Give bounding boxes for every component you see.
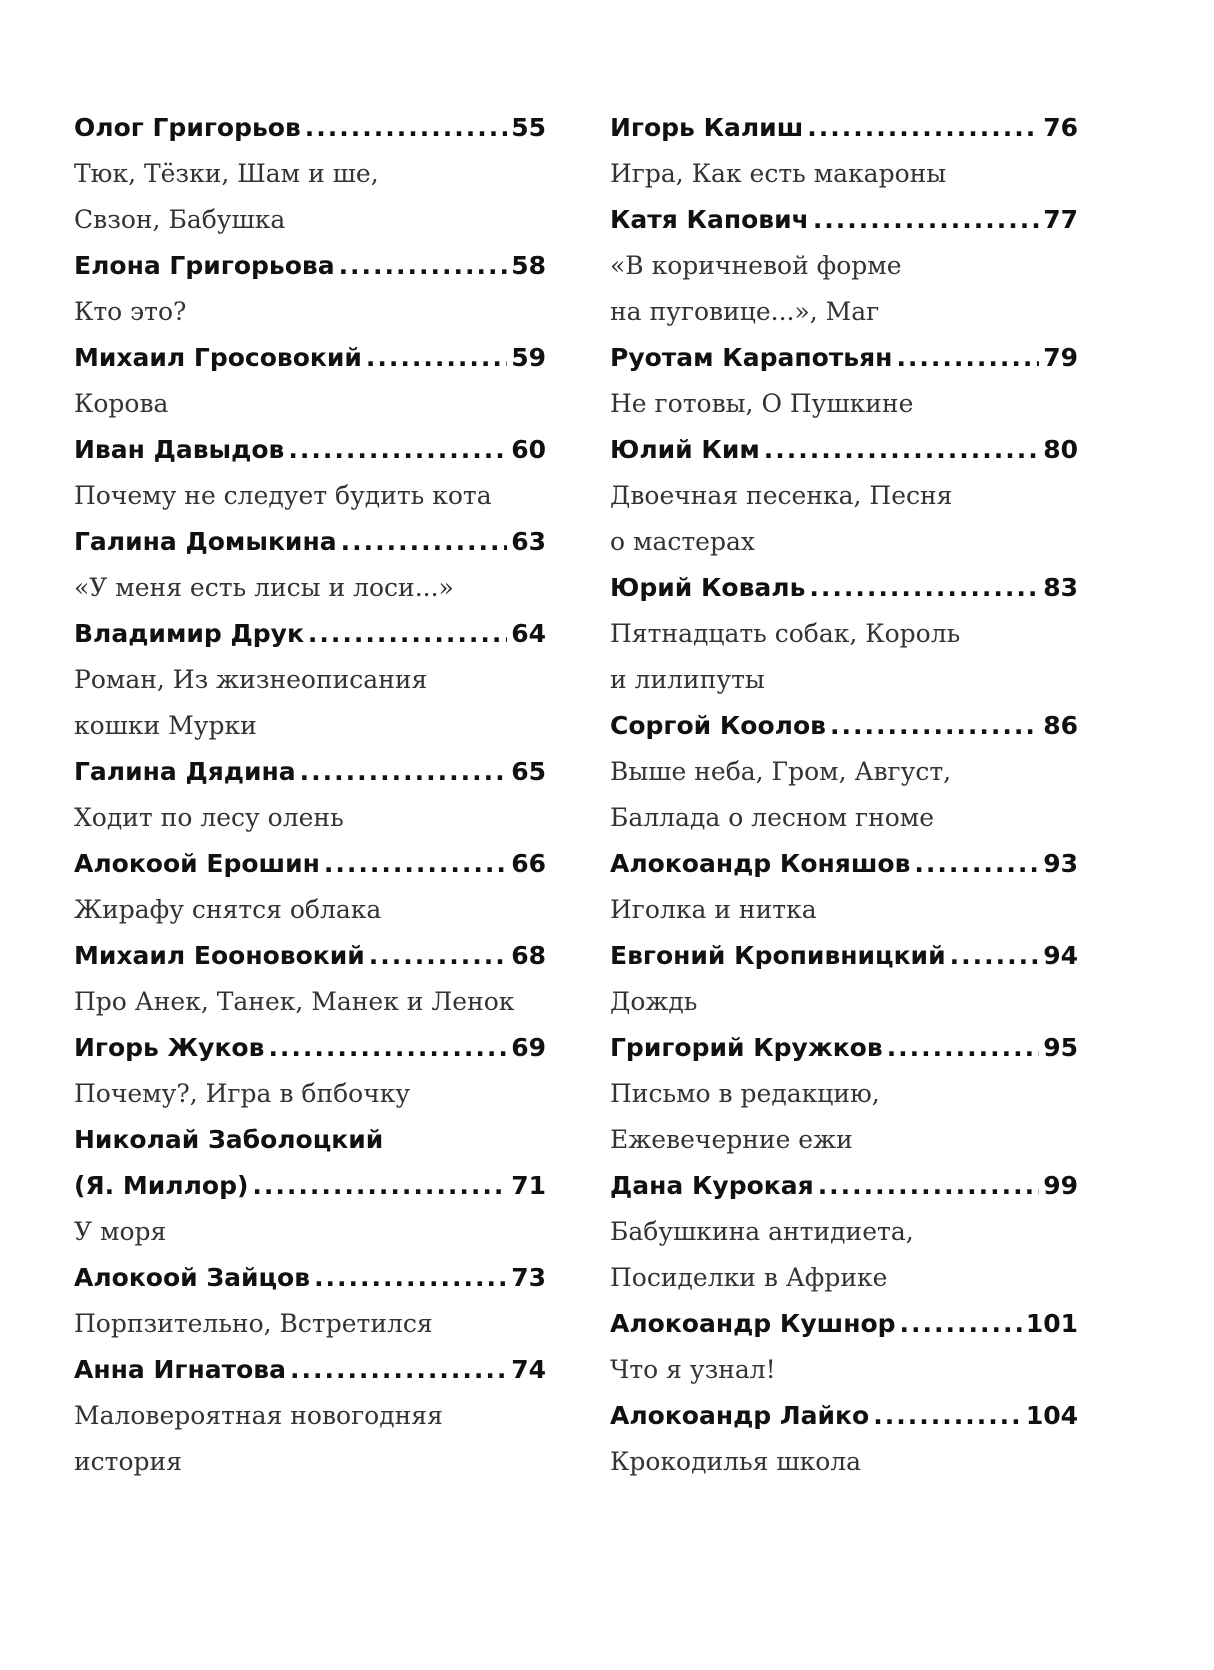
toc-entry [610, 1025, 1078, 1163]
page-number: 79 [1043, 343, 1078, 372]
page-number: 64 [511, 619, 546, 648]
toc-entry [610, 427, 1078, 565]
work-title: Порпзительно, Встретился [74, 1309, 433, 1338]
page-number: 63 [511, 527, 546, 556]
toc-entry [74, 841, 546, 933]
work-title: Бабушкина антидиета, [610, 1217, 914, 1246]
page-number: 104 [1025, 1401, 1078, 1430]
author-line [610, 105, 1078, 151]
work-title: Свзон, Бабушка [74, 205, 286, 234]
page-number: 101 [1025, 1309, 1078, 1338]
author-line [610, 197, 1078, 243]
work-title: Ежевечерние ежи [610, 1125, 853, 1154]
author-line [74, 933, 546, 979]
work-title: Что я узнал! [610, 1355, 776, 1384]
work-title: Выше неба, Гром, Август, [610, 757, 952, 786]
page-number: 68 [511, 941, 546, 970]
page-number: 77 [1043, 205, 1078, 234]
toc-entry [74, 427, 546, 519]
author-line [74, 749, 546, 795]
author-line [74, 243, 546, 289]
toc-entry [74, 519, 546, 611]
author-line [74, 105, 546, 151]
dot-leader [764, 427, 1039, 473]
toc-left-column [74, 105, 546, 1485]
author-name: Алокоой Ерошин [74, 849, 320, 878]
work-title: Дождь [610, 987, 698, 1016]
author-line [74, 841, 546, 887]
dot-leader [830, 703, 1039, 749]
toc-entry [610, 933, 1078, 1025]
author-name: Галина Дядина [74, 757, 296, 786]
author-line [74, 335, 546, 381]
dot-leader [324, 841, 507, 887]
page-number: 59 [511, 343, 546, 372]
work-title: Тюк, Тёзки, Шам и ше, [74, 159, 379, 188]
author-name: Михаил Еооновокий [74, 941, 365, 970]
toc-entry [610, 1301, 1078, 1393]
toc-entry [74, 105, 546, 243]
author-name: Дана Курокая [610, 1171, 814, 1200]
dot-leader [887, 1025, 1040, 1071]
author-name: Игорь Жуков [74, 1033, 265, 1062]
author-name: Елона Григорьова [74, 251, 335, 280]
toc-entry [610, 1163, 1078, 1301]
page-number: 58 [511, 251, 546, 280]
toc-entry [74, 933, 546, 1025]
page-number: 65 [511, 757, 546, 786]
dot-leader [288, 427, 507, 473]
toc-entry [74, 611, 546, 749]
dot-leader [339, 243, 508, 289]
work-title: У моря [74, 1217, 167, 1246]
author-name: Михаил Гросовокий [74, 343, 362, 372]
dot-leader [914, 841, 1039, 887]
work-title: Баллада о лесном гноме [610, 803, 935, 832]
author-name: Евгоний Кропивницкий [610, 941, 946, 970]
author-line [74, 1025, 546, 1071]
page-number: 80 [1043, 435, 1078, 464]
toc-entry [74, 1117, 546, 1255]
toc-entry [74, 749, 546, 841]
dot-leader [950, 933, 1040, 979]
work-title: Жирафу снятся облака [74, 895, 382, 924]
work-title: история [74, 1447, 182, 1476]
page-number: 73 [511, 1263, 546, 1292]
work-title: Посиделки в Африке [610, 1263, 888, 1292]
toc-entry [610, 703, 1078, 841]
work-title: «В коричневой форме [610, 251, 902, 280]
toc-entry [74, 1347, 546, 1485]
page-number: 60 [511, 435, 546, 464]
author-name: Руотам Карапотьян [610, 343, 893, 372]
dot-leader [369, 933, 507, 979]
author-name: Юрий Коваль [610, 573, 806, 602]
dot-leader [341, 519, 508, 565]
page-number: 69 [511, 1033, 546, 1062]
page-number: 55 [511, 113, 546, 142]
author-name: Владимир Друк [74, 619, 304, 648]
dot-leader [252, 1163, 507, 1209]
toc-right-column [610, 105, 1078, 1485]
work-title: Крокодилья школа [610, 1447, 862, 1476]
author-line [610, 565, 1078, 611]
page-number: 99 [1043, 1171, 1078, 1200]
toc-entry [74, 335, 546, 427]
work-title: Кто это? [74, 297, 187, 326]
toc-entry [610, 841, 1078, 933]
author-line [74, 427, 546, 473]
author-name: Алокоандр Коняшов [610, 849, 911, 878]
page-number: 86 [1043, 711, 1078, 740]
page-number: 95 [1043, 1033, 1078, 1062]
author-name: (Я. Миллор) [74, 1171, 249, 1200]
author-name: Анна Игнатова [74, 1355, 286, 1384]
dot-leader [314, 1255, 507, 1301]
work-title: о мастерах [610, 527, 755, 556]
toc-entry [74, 1255, 546, 1347]
dot-leader [305, 105, 507, 151]
author-name: Григорий Кружков [610, 1033, 883, 1062]
toc-entry [74, 1025, 546, 1117]
work-title: Корова [74, 389, 169, 418]
dot-leader [818, 1163, 1040, 1209]
author-line [74, 1347, 546, 1393]
work-title: Про Анек, Танек, Манек и Ленок [74, 987, 515, 1016]
author-line [74, 611, 546, 657]
work-title: Почему?, Игра в бпбочку [74, 1079, 411, 1108]
author-name: Катя Капович [610, 205, 809, 234]
dot-leader [268, 1025, 507, 1071]
author-line [610, 1025, 1078, 1071]
author-name: Юлий Ким [610, 435, 760, 464]
work-title: Иголка и нитка [610, 895, 817, 924]
page-number: 83 [1043, 573, 1078, 602]
author-line [610, 1163, 1078, 1209]
work-title: Почему не следует будить кота [74, 481, 492, 510]
author-line [74, 1255, 546, 1301]
dot-leader [366, 335, 507, 381]
toc-entry [610, 1393, 1078, 1485]
author-name: Алокоандр Лайко [610, 1401, 870, 1430]
author-line [610, 703, 1078, 749]
dot-leader [813, 197, 1039, 243]
work-title: Письмо в редакцию, [610, 1079, 880, 1108]
author-line [610, 335, 1078, 381]
work-title: и лилипуты [610, 665, 765, 694]
toc-entry [74, 243, 546, 335]
author-name: Николай Заболоцкий [74, 1125, 384, 1154]
dot-leader [809, 565, 1039, 611]
dot-leader [308, 611, 507, 657]
page-number: 76 [1043, 113, 1078, 142]
page-number: 94 [1043, 941, 1078, 970]
author-name: Олог Григорьов [74, 113, 301, 142]
page-number: 71 [511, 1171, 546, 1200]
work-title: кошки Мурки [74, 711, 257, 740]
author-name: Иван Давыдов [74, 435, 285, 464]
author-name: Соргой Коолов [610, 711, 826, 740]
author-name: Алокоандр Кушнор [610, 1309, 896, 1338]
work-title: на пуговице...», Маг [610, 297, 880, 326]
author-name: Алокоой Зайцов [74, 1263, 311, 1292]
author-line [74, 1163, 546, 1209]
page-number: 66 [511, 849, 546, 878]
work-title: Не готовы, О Пушкине [610, 389, 914, 418]
author-name: Игорь Калиш [610, 113, 804, 142]
page-number: 74 [511, 1355, 546, 1384]
author-line [610, 1393, 1078, 1439]
dot-leader [300, 749, 508, 795]
dot-leader [873, 1393, 1022, 1439]
author-line [610, 841, 1078, 887]
author-name: Галина Домыкина [74, 527, 337, 556]
work-title: Пятнадцать собак, Король [610, 619, 961, 648]
work-title: Роман, Из жизнеописания [74, 665, 428, 694]
work-title: «У меня есть лисы и лоси...» [74, 573, 454, 602]
work-title: Двоечная песенка, Песня [610, 481, 953, 510]
dot-leader [900, 1301, 1022, 1347]
toc-entry [610, 335, 1078, 427]
dot-leader [290, 1347, 507, 1393]
dot-leader [807, 105, 1039, 151]
toc-entry [610, 565, 1078, 703]
work-title: Ходит по лесу олень [74, 803, 344, 832]
author-line [74, 519, 546, 565]
page-number: 93 [1043, 849, 1078, 878]
toc-entry [610, 197, 1078, 335]
work-title: Маловероятная новогодняя [74, 1401, 443, 1430]
author-line [610, 933, 1078, 979]
work-title: Игра, Как есть макароны [610, 159, 947, 188]
author-line [610, 427, 1078, 473]
toc-entry [610, 105, 1078, 197]
dot-leader [896, 335, 1039, 381]
author-line [610, 1301, 1078, 1347]
